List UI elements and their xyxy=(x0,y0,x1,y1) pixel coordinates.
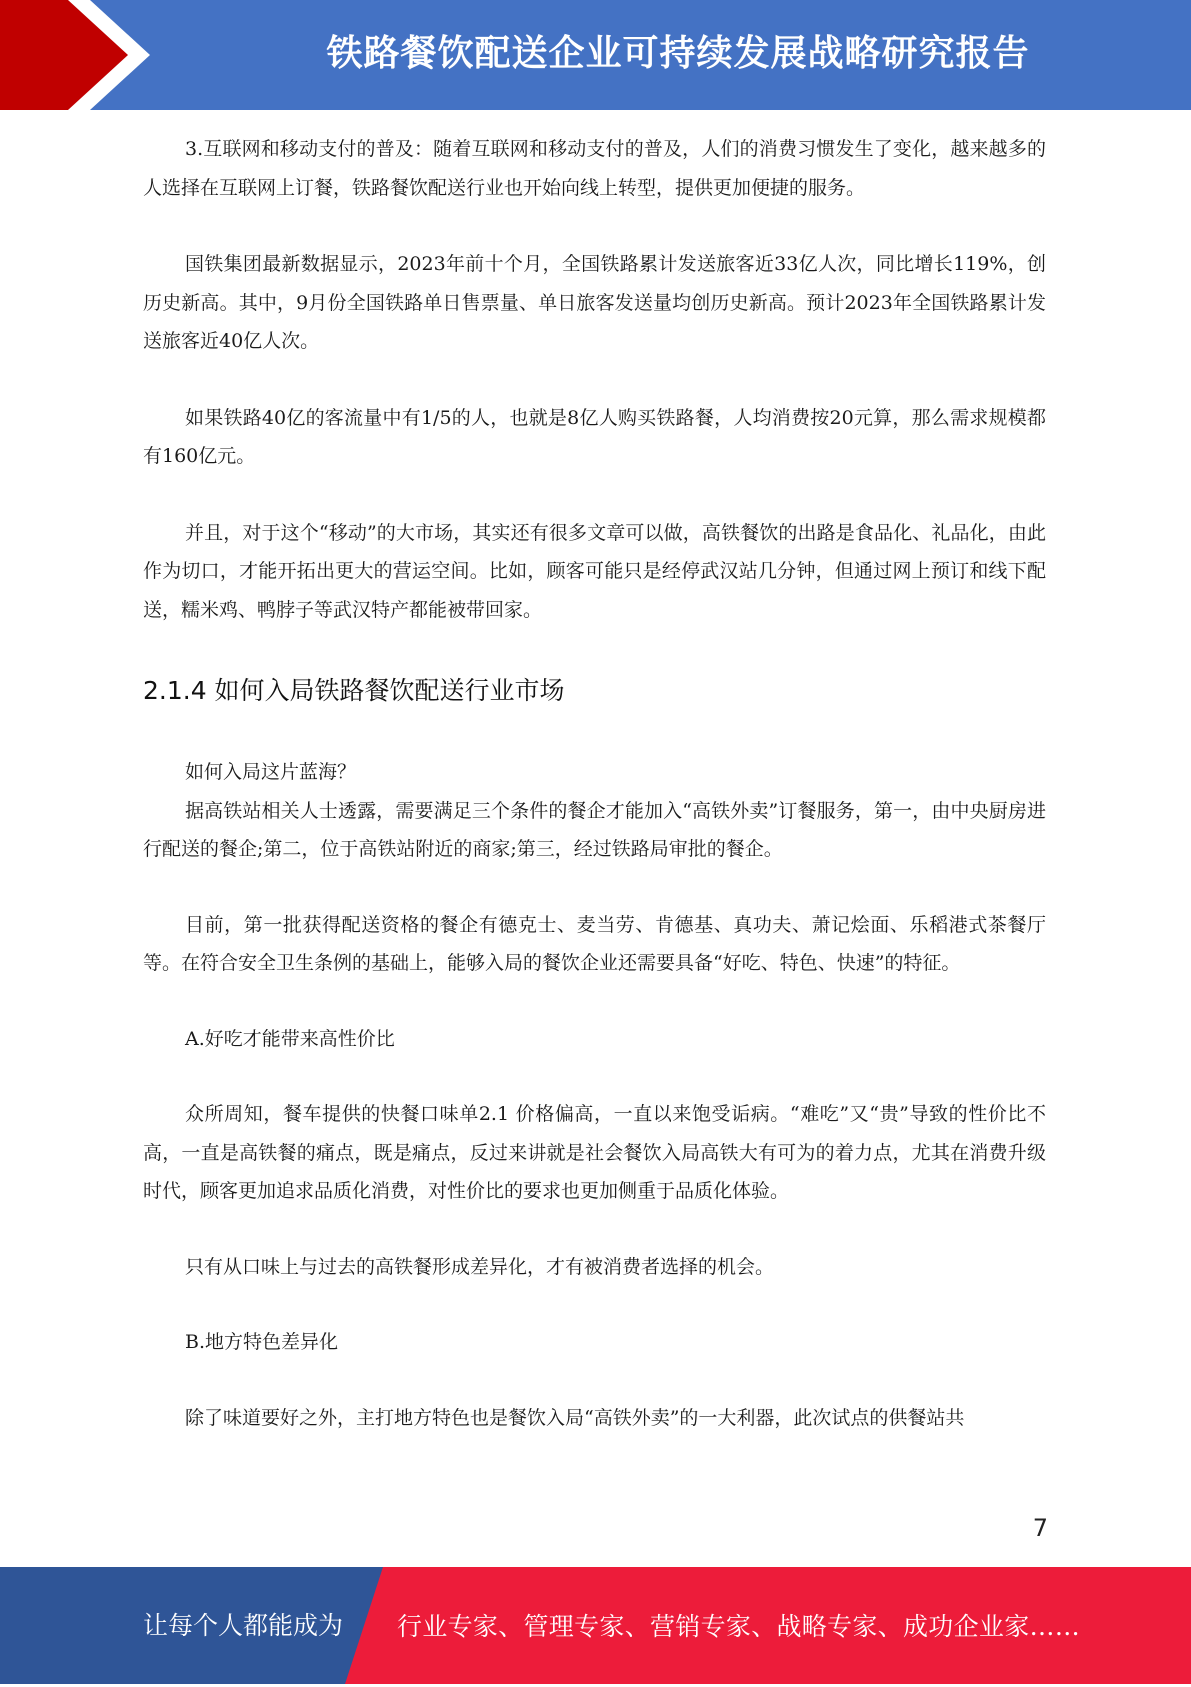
paragraph: 国铁集团最新数据显示，2023年前十个月，全国铁路累计发送旅客近33亿人次，同比增长119%，创历史新高。其中，9月份全国铁路单日售票量、单日旅客发送量均创历史新高。预计2023年全国铁路累计发送旅客近40亿人次。 xyxy=(143,253,1046,352)
page-footer xyxy=(0,1567,1191,1684)
subsection-label: A.好吃才能带来高性价比 xyxy=(185,1027,395,1050)
report-title: 铁路餐饮配送企业可持续发展战略研究报告 xyxy=(326,33,1030,74)
page-header xyxy=(0,0,1191,110)
paragraph: 目前，第一批获得配送资格的餐企有德克士、麦当劳、肯德基、真功夫、萧记烩面、乐稻港式茶餐厅等。在符合安全卫生条例的基础上，能够入局的餐饮企业还需要具备“好吃、特色、快速”的特征。 xyxy=(143,913,1046,974)
paragraph: 3.互联网和移动支付的普及：随着互联网和移动支付的普及，人们的消费习惯发生了变化，越来越多的人选择在互联网上订餐，铁路餐饮配送行业也开始向线上转型，提供更加便捷的服务。 xyxy=(143,138,1046,199)
paragraph: 只有从口味上与过去的高铁餐形成差异化，才有被消费者选择的机会。 xyxy=(185,1255,775,1278)
paragraph: 如何入局这片蓝海？ xyxy=(185,761,357,783)
footer-slogan-left: 让每个人都能成为 xyxy=(143,1611,344,1640)
header-arrow-decoration xyxy=(0,0,160,110)
paragraph: 并且，对于这个“移动”的大市场，其实还有很多文章可以做，高铁餐饮的出路是食品化、礼品化，由此作为切口，才能开拓出更大的营运空间。比如，顾客可能只是经停武汉站几分钟，但通过网上预订和线下配送，糯米鸡、鸭脖子等武汉特产都能被带回家。 xyxy=(143,521,1046,621)
paragraph: 如果铁路40亿的客流量中有1/5的人，也就是8亿人购买铁路餐，人均消费按20元算，那么需求规模都有160亿元。 xyxy=(143,406,1046,467)
paragraph: 除了味道要好之外，主打地方特色也是餐饮入局“高铁外卖”的一大利器，此次试点的供餐站共 xyxy=(185,1406,965,1429)
section-heading: 2.1.4 如何入局铁路餐饮配送行业市场 xyxy=(143,676,565,705)
footer-slogan-right: 行业专家、管理专家、营销专家、战略专家、成功企业家…… xyxy=(397,1612,1081,1641)
document-body xyxy=(143,130,1046,1437)
subsection-label: B.地方特色差异化 xyxy=(185,1331,339,1353)
paragraph: 众所周知，餐车提供的快餐口味单2.1 价格偏高，一直以来饱受诟病。“难吃”又“贵”导致的性价比不高，一直是高铁餐的痛点，既是痛点，反过来讲就是社会餐饮入局高铁大有可为的着力点，尤其在消费升级时代，顾客更加追求品质化消费，对性价比的要求也更加侧重于品质化体验。 xyxy=(143,1103,1046,1202)
paragraph: 据高铁站相关人士透露，需要满足三个条件的餐企才能加入“高铁外卖”订餐服务，第一，由中央厨房进行配送的餐企;第二，位于高铁站附近的商家;第三，经过铁路局审批的餐企。 xyxy=(143,799,1046,860)
page-number: 7 xyxy=(1032,1514,1048,1542)
